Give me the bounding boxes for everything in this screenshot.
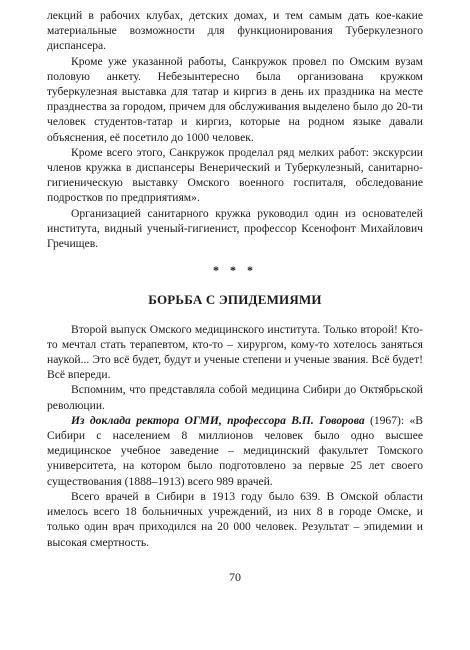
paragraph-second-graduation: Второй выпуск Омского медицинского института. Только второй! Кто-то мечтал стать терапевтом, кто-то – хирургом, кому-то хотелось заняться наукой... Это всё будет, будут и ученые степени и ученые звания. Всё будет! Всё впереди.: [47, 322, 423, 382]
paragraph-remember: Вспомним, что представляла собой медицина Сибири до Октябрьской революции.: [47, 383, 423, 412]
paragraph-continued: лекций в рабочих клубах, детских домах, и тем самым дать кое-какие материальные возможности для функционирования Туберкулезного диспансера.: [47, 9, 423, 53]
page-number: 70: [229, 570, 241, 584]
page-text: [47, 8, 423, 550]
paragraph-doctors-count: Всего врачей в Сибири в 1913 году было 639. В Омской области имелось всего 18 больничных учреждений, из них 8 в городе Омске, и только один врач приходился на 20 000 человек. Результат – эпидемии и высокая смертность.: [47, 489, 423, 549]
paragraph-small-works: Кроме всего этого, Санкружок проделал ряд мелких работ: экскурсии членов кружка в диспансеры Венерический и Туберкулезный, санитарно-гигиеническую выставку Омского военного госпиталя, обследование подростков по предприятиям».: [47, 145, 423, 205]
report-text: (1967): «В Сибири с населением 8 миллионов человек было одно высшее медицинское учебное заведение – медицинский факультет Томского университета, на котором было подготовлено за первые 25 лет своего существования (1888–1913) всего 989 врачей.: [47, 413, 423, 488]
paragraph-report-quote: [47, 413, 423, 489]
paragraph-sankruzhok-survey: Кроме уже указанной работы, Санкружок провел по Омским вузам половую анкету. Небезынтересно была организована кружком туберкулезная выставка для татар и киргиз в день их праздника на месте празднества за городом, причем для обслуживания выделено было до 20-ти человек студентов-татар и киргиз, которые на родном языке давали объяснения, её посетило до 1000 человек.: [47, 54, 423, 144]
report-source: Из доклада ректора ОГМИ, профессора В.П. Говорова: [71, 413, 365, 427]
section-title: БОРЬБА С ЭПИДЕМИЯМИ: [148, 292, 322, 308]
section-separator: * * *: [213, 263, 257, 278]
paragraph-leader: Организацией санитарного кружка руководил один из основателей института, видный ученый-гигиенист, профессор Ксенофонт Михайлович Гречищев.: [47, 206, 423, 251]
